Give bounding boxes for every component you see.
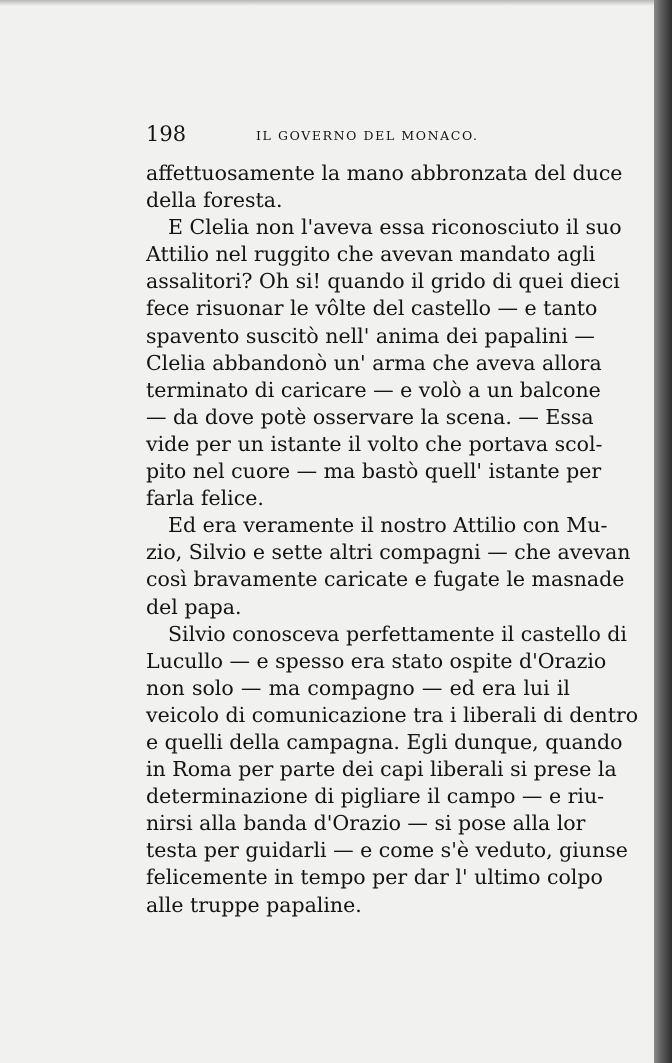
text-line: felicemente in tempo per dar l' ultimo colpo (146, 865, 603, 890)
text-line: testa per guidarli — e come s'è veduto, giunse (146, 838, 628, 863)
text-line: in Roma per parte dei capi liberali si prese la (146, 757, 617, 782)
text-line: farla felice. (146, 486, 264, 511)
text-line: terminato di caricare — e volò a un balcone (146, 377, 601, 402)
text-line: non solo — ma compagno — ed era lui il (146, 675, 570, 700)
book-spine-edge (654, 0, 672, 1063)
running-head: IL GOVERNO DEL MONACO. (256, 128, 479, 143)
text-line: E Clelia non l'aveva essa riconosciuto il suo (168, 215, 622, 240)
text-line: fece risuonar le vôlte del castello — e tanto (146, 296, 598, 321)
text-line: del papa. (146, 594, 242, 619)
text-line: così bravamente caricate e fugate le masnade (146, 567, 625, 592)
body-text (146, 160, 639, 919)
page-header (146, 122, 566, 152)
text-line: determinazione di pigliare il campo — e riu- (146, 784, 605, 809)
text-line: Ed era veramente il nostro Attilio con Mu- (168, 513, 608, 538)
text-line: vide per un istante il volto che portava scol- (146, 431, 603, 456)
text-line: affettuosamente la mano abbronzata del duce (146, 161, 623, 185)
text-line: assalitori? Oh si! quando il grido di quei dieci (146, 269, 620, 294)
page-top-edge (0, 0, 654, 6)
text-line: Clelia abbandonò un' arma che aveva allora (146, 350, 602, 375)
text-line: alle truppe papaline. (146, 892, 362, 917)
text-line: — da dove potè osservare la scena. — Essa (146, 404, 594, 429)
text-line: nirsi alla banda d'Orazio — si pose alla lor (146, 811, 586, 836)
page-number: 198 (146, 122, 187, 146)
text-line: Attilio nel ruggito che avevan mandato agli (146, 242, 596, 267)
text-line: veicolo di comunicazione tra i liberali di dentro (146, 702, 639, 727)
text-line: zio, Silvio e sette altri compagni — che avevan (146, 540, 631, 565)
text-line: Silvio conosceva perfettamente il castello di (168, 621, 627, 646)
text-line: spavento suscitò nell' anima dei papalini — (146, 323, 595, 348)
text-line: della foresta. (146, 188, 283, 213)
text-line: pito nel cuore — ma bastò quell' istante per (146, 459, 602, 484)
text-line: e quelli della campagna. Egli dunque, quando (146, 729, 623, 754)
text-line: Lucullo — e spesso era stato ospite d'Orazio (146, 648, 607, 673)
